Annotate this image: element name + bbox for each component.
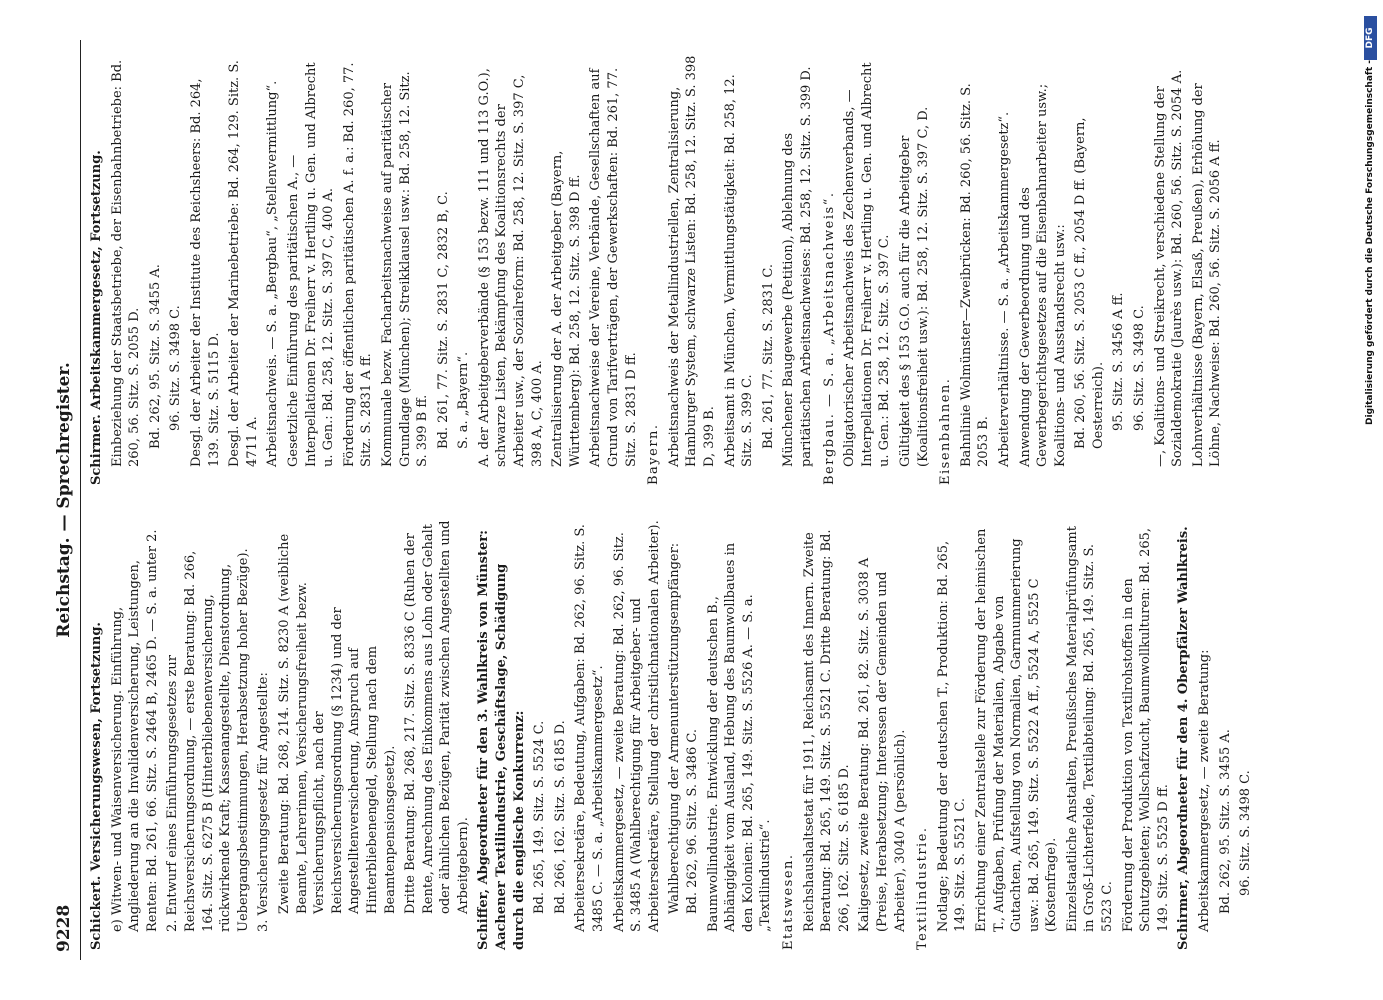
running-title: Reichstag. — Sprechregister. — [54, 362, 74, 638]
speaker-heading: Schirmer. Arbeitskammergesetz, Fortsetzung. — [89, 150, 104, 485]
register-entry: Bd. 261, 77. Sitz. S. 2831 C, 2832 B, C. — [435, 191, 451, 449]
register-entry: Einzelstaatliche Anstalten, Preußisches Materialprüfungsamt in Groß-Lichterfelde, Textilabteilung: Bd. 265, 149. Sitz. S. 5523 C. — [1064, 526, 1116, 932]
section-heading: Eisenbahnen. — [938, 377, 954, 485]
register-entry: Dritte Beratung: Bd. 268, 217. Sitz. S. 8336 C (Ruhen der Rente, Anrechnung des Einkommens aus Lohn oder Gehalt oder ähnlichen Bezügen, Parität zwischen Angestellten und Arbeitgebern). — [403, 520, 471, 914]
register-entry: Errichtung einer Zentralstelle zur Förderung der heimischen T., Aufgaben, Prüfung der Materialien, Abgabe von Gutachten, Aufstellung von Normalien, Garnnummerierung usw.: Bd. 265, 149. Sitz. S. 5522 A ff., 5524 A, 5525 C (Kostenfrage). — [973, 528, 1060, 932]
register-entry: Gesetzliche Einführung des paritätischen A., — Interpellationen Dr. Freiherr v. Hertling u. Gen. und Albrecht u. Gen.: Bd. 258, 12. Sitz. S. 397 C, 400 A. — [285, 62, 337, 467]
right-column — [88, 55, 1228, 485]
left-column — [88, 520, 1258, 950]
register-entry: Bd. 262, 95. Sitz. S. 3455 A. — [147, 264, 163, 449]
register-entry: Münchener Baugewerbe (Petition), Ablehnung des paritätischen Arbeitsnachweises: Bd. 258, 12. Sitz. S. 399 D. — [781, 66, 814, 467]
register-entry: 96. Sitz. S. 3498 C. — [1132, 305, 1148, 431]
page-header — [50, 40, 81, 960]
register-entry: Reichshaushaltsetat für 1911, Reichsamt des Innern. Zweite Beratung: Bd. 265, 149. Sitz. S. 5521 C. Dritte Beratung: Bd. 266, 162. Sitz. S. 6185 D. — [801, 529, 852, 932]
register-entry: Förderung der öffentlichen paritätischen A. f. a.: Bd. 260, 77. Sitz. S. 2831 A ff. — [341, 62, 375, 467]
section-heading: Etatswesen. — [780, 853, 796, 950]
register-entry: Bd. 265, 149. Sitz. S. 5524 C. — [532, 720, 548, 914]
dfg-logo: DFG — [1364, 16, 1377, 60]
register-entry: 2. Entwurf eines Einführungsgesetzes zur Reichsversicherungsordnung, — erste Beratung: Bd. 266, 164. Sitz. S. 6275 B (Hinterbliebenenversicherung, rückwirkende Kraft; Kassenangestellte, Dienstordnung, Uebergangsbestimmungen, Herabsetzung hoher Bezüge). — [165, 548, 251, 932]
register-entry: Arbeiterverhältnisse. — S. a. „Arbeitskammergesetz“. — [996, 111, 1012, 467]
register-entry: Arbeitsnachweis. — S. a. „Bergbau“, „Stellenvermittlung“. — [265, 80, 281, 467]
register-entry: Baumwollindustrie. Entwicklung der deutschen B., Abhängigkeit vom Ausland, Hebung des Baumwollbaues in den Kolonien: Bd. 265, 149. Sitz. S. 5526 A. — S. a. „Textilindustrie“. — [705, 542, 774, 932]
register-entry: 3. Versicherungsgesetz für Angestellte: — [256, 672, 272, 932]
register-entry: Zweite Beratung: Bd. 268, 214. Sitz. S. 8230 A (weibliche Beamte, Lehrerinnen, Versicherungsfreiheit bezw. Versicherungspflicht, nach der Reichsversicherungsordnung (§ 1234) und der Angestelltenversicherung, Anspruch auf Hinterbliebenengeld, Stellung nach dem Beamtenpensionsgesetz). — [276, 533, 398, 914]
register-entry: Arbeitsnachweis der Metallindustriellen, Zentralisierung, Hamburger System, schwarze Listen: Bd. 258, 12. Sitz. S. 398 D, 399 B. — [666, 55, 717, 467]
register-entry: Arbeitskammergesetz, — zweite Beratung: Bd. 262, 96. Sitz. S. 3485 A (Wahlberechtigung für Arbeitgeber- und Arbeitersekretäre, Stellung der christlichnationalen Arbeiter). — [611, 520, 662, 932]
register-entry: Arbeitsnachweise der Vereine, Verbände, Gesellschaften auf Grund von Tarifverträgen, der Gewerkschaften: Bd. 261, 77. Sitz. S. 2831 D ff. — [588, 67, 639, 467]
register-entry: Arbeitersekretäre, Bedeutung, Aufgaben: Bd. 262, 96. Sitz. S. 3485 C. — S. a. „Arbeitskammergesetz“. — [573, 524, 607, 932]
register-entry: Förderung der Produktion von Textilrohstoffen in den Schutzgebieten; Wollschafzucht, Baumwollkulturen: Bd. 265, 149. Sitz. S. 5525 D ff. — [1120, 527, 1171, 932]
section-heading: Bayern. — [646, 423, 662, 485]
digitization-note: Digitalisierung gefördert durch die Deutsche Forschungsgemeinschaft - — [1365, 60, 1375, 425]
speaker-heading: Schickert. Versicherungswesen, Fortsetzung. — [89, 622, 104, 950]
speaker-heading: Schirmer, Abgeordneter für den 4. Oberpfälzer Wahlkreis. — [1176, 526, 1192, 950]
register-entry: Arbeitsamt in München, Vermittlungstätigkeit: Bd. 258, 12. Sitz. S. 399 C. — [722, 74, 756, 467]
register-entry: Gültigkeit des § 153 G.O. auch für die Arbeitgeber (Koalitionsfreiheit usw.): Bd. 258, 12. Sitz. S. 397 C, D. — [897, 106, 931, 467]
register-entry: Arbeitskammergesetz, — zweite Beratung: — [1197, 649, 1213, 932]
register-entry: 96. Sitz. S. 3498 C. — [1238, 770, 1254, 896]
register-entry: 96. Sitz. S. 3498 C. — [168, 305, 184, 431]
register-entry: Obligatorischer Arbeitsnachweis des Zechenverbands, — Interpellationen Dr. Freiherr v. Hertling u. Gen. und Albrecht u. Gen.: Bd. 258, 12. Sitz. S. 397 C. — [842, 62, 893, 467]
register-entry: Anwendung der Gewerbeordnung und des Gewerbegerichtsgesetzes auf die Eisenbahnarbeiter usw.; Koalitions- und Ausstandsrecht usw.: — [1017, 83, 1068, 467]
speaker-heading: Schiffer, Abgeordneter für den 3. Wahlkreis von Münster: Aachener Textilindustrie, Geschäftslage, Schädigung durch die englische Konkurrenz: — [476, 530, 527, 950]
section-heading: Bergbau. — S. a. „Arbeitsnachweis“. — [821, 191, 837, 485]
register-entry: Kommunale bezw. Facharbeitsnachweise auf paritätischer Grundlage (München); Streikklausel usw.: Bd. 258, 12. Sitz. S. 399 B ff. — [379, 71, 431, 467]
register-entry: Desgl. der Arbeiter der Institute des Reichsheers: Bd. 264, 139. Sitz. S. 5115 D. — [188, 78, 222, 467]
register-entry: Bd. 266, 162. Sitz. S. 6185 D. — [552, 720, 568, 914]
register-entry: Desgl. der Arbeiter der Marinebetriebe: Bd. 264, 129. Sitz. S. 4711 A. — [227, 60, 260, 467]
register-entry: —, Koalitions- und Streikrecht, verschiedene Stellung der Sozialdemokratie (Jaurès usw.): Bd. 260, 56. Sitz. S. 2054 A. — [1152, 69, 1186, 467]
register-entry: Wahlberechtigung der Armenunterstützungsempfänger: Bd. 262, 96. Sitz. S. 3486 C. — [667, 542, 700, 914]
register-entry: Notlage; Bedeutung der deutschen T., Produktion: Bd. 265, 149. Sitz. S. 5521 C. — [935, 540, 969, 932]
register-entry: Kaligesetz, zweite Beratung: Bd. 261, 82. Sitz. S. 3038 A (Preise, Herabsetzung; Interessen der Gemeinden und Arbeiter), 3040 A (persönlich). — [857, 557, 908, 932]
register-entry: Bd. 262, 95. Sitz. S. 3455 A. — [1217, 729, 1233, 914]
page-number: 9228 — [54, 904, 74, 952]
register-entry: Bahnlinie Wolmünster—Zweibrücken: Bd. 260, 56. Sitz. S. 2053 B. — [958, 83, 992, 467]
register-entry: Zentralisierung der A. der Arbeitgeber (Bayern, Württemberg): Bd. 258, 12. Sitz. S. 398 D ff. — [550, 150, 583, 467]
register-entry: Einbeziehung der Staatsbetriebe, der Eisenbahnbetriebe: Bd. 260, 56. Sitz. S. 2055 D. — [109, 59, 143, 467]
register-entry: Bd. 261, 77. Sitz. S. 2831 C. — [760, 264, 776, 449]
register-entry: Lohnverhältnisse (Bayern, Elsaß, Preußen), Erhöhung der Löhne, Nachweise: Bd. 260, 56. Sitz. S. 2056 A ff. — [1190, 83, 1224, 467]
register-entry: 95. Sitz. S. 3456 A ff. — [1111, 292, 1127, 431]
register-entry: e) Witwen- und Waisenversicherung. Einführung, Angliederung an die Invalidenversicherung, Leistungen, Renten: Bd. 261, 66. Sitz. S. 2464 B, 2465 D. — S. a. unter 2. — [109, 529, 160, 932]
register-entry: A. der Arbeitgeberverbände (§ 153 bezw. 111 und 113 G.O.), schwarze Listen, Bekämpfung des Koalitionsrechts der Arbeiter usw., der Sozialreform: Bd. 258, 12. Sitz. S. 397 C, 398 A, C, 400 A. — [476, 68, 545, 467]
register-entry: S. a. „Bayern“. — [456, 351, 472, 449]
section-heading: Textilindustrie. — [915, 826, 931, 950]
register-entry: Bd. 260, 56. Sitz. S. 2053 C ff., 2054 D ff. (Bayern, Oesterreich). — [1073, 117, 1106, 449]
